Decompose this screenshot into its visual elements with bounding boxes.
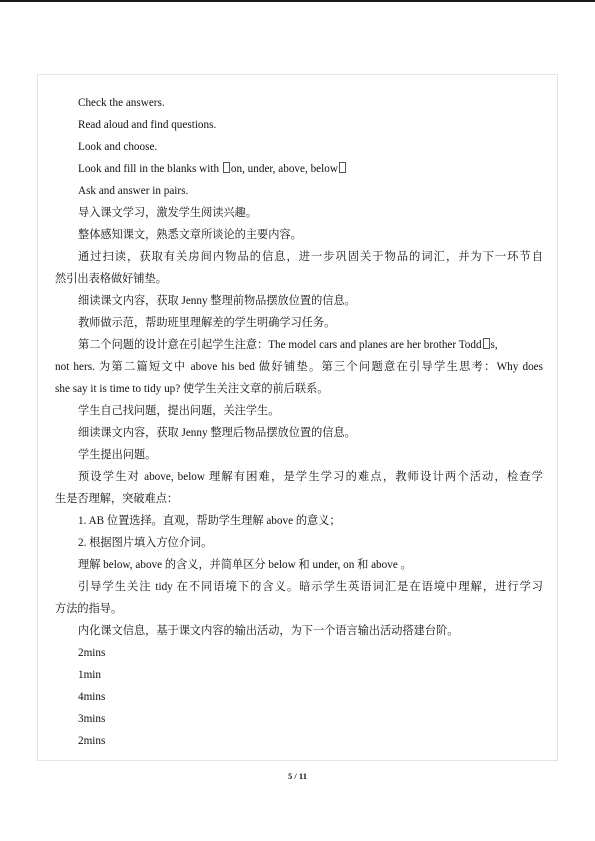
top-rule — [0, 0, 595, 2]
page-number: 5 / 11 — [288, 771, 307, 781]
purpose-line: 导入课文学习，激发学生阅读兴趣。 — [78, 207, 258, 219]
purpose-line: 细读课文内容，获取 Jenny 整理前物品摆放位置的信息。 — [78, 295, 356, 307]
purpose-line: 学生自己找问题，提出问题，关注学生。 — [78, 405, 280, 417]
time-cell: 1min — [78, 669, 101, 681]
time-cell: 3mins — [78, 713, 106, 725]
purpose-line: 生是否理解，突破难点： — [55, 493, 179, 505]
missing-glyph-box — [223, 162, 230, 173]
purpose-line-tail: s, — [490, 339, 498, 351]
purpose-line: 2. 根据图片填入方位介词。 — [78, 537, 213, 549]
purpose-line: not hers. 为第二篇短文中 above his bed 做好铺垫。第三个问题意在引导学生思考：Why does — [55, 361, 543, 373]
purpose-line: 方法的指导。 — [55, 603, 123, 615]
step-look-choose: Look and choose. — [78, 141, 158, 153]
missing-glyph-box — [339, 162, 346, 173]
purpose-line: 学生提出问题。 — [78, 449, 157, 461]
time-cell: 2mins — [78, 647, 106, 659]
purpose-line: 预设学生对 above, below 理解有困难，是学生学习的难点，教师设计两个活动，检查学 — [78, 471, 543, 483]
time-cell: 4mins — [78, 691, 106, 703]
step-check-answers: Check the answers. — [78, 97, 165, 109]
missing-glyph-box — [483, 338, 490, 349]
purpose-line: 教师做示范，帮助班里理解差的学生明确学习任务。 — [78, 317, 336, 329]
purpose-line: 通过扫读，获取有关房间内物品的信息，进一步巩固关于物品的词汇，并为下一环节自 — [78, 251, 543, 263]
step-fill-blanks-text: Look and fill in the blanks with — [78, 163, 222, 175]
purpose-line: she say it is time to tidy up? 使学生关注文章的前后联系。 — [55, 383, 329, 395]
purpose-line: 1. AB 位置选择。直观，帮助学生理解 above 的意义； — [78, 515, 341, 527]
purpose-line: 整体感知课文，熟悉文章所谈论的主要内容。 — [78, 229, 302, 241]
step-fill-blanks-words: on, under, above, below — [230, 163, 338, 175]
purpose-line: 细读课文内容，获取 Jenny 整理后物品摆放位置的信息。 — [78, 427, 356, 439]
step-fill-blanks — [78, 162, 347, 176]
time-cell: 2mins — [78, 735, 106, 747]
purpose-line — [78, 338, 498, 352]
purpose-line: 然引出表格做好铺垫。 — [55, 273, 167, 285]
purpose-line: 引导学生关注 tidy 在不同语境下的含义。暗示学生英语词汇是在语境中理解，进行学习 — [78, 581, 543, 593]
purpose-line: 理解 below, above 的含义，并简单区分 below 和 under, on 和 above 。 — [78, 559, 412, 571]
purpose-line: 内化课文信息，基于课文内容的输出活动，为下一个语言输出活动搭建台阶。 — [78, 625, 459, 637]
step-ask-answer: Ask and answer in pairs. — [78, 185, 189, 197]
step-read-aloud: Read aloud and find questions. — [78, 119, 217, 131]
purpose-line-text: 第二个问题的设计意在引起学生注意：The model cars and planes are her brother Todd — [78, 339, 482, 351]
